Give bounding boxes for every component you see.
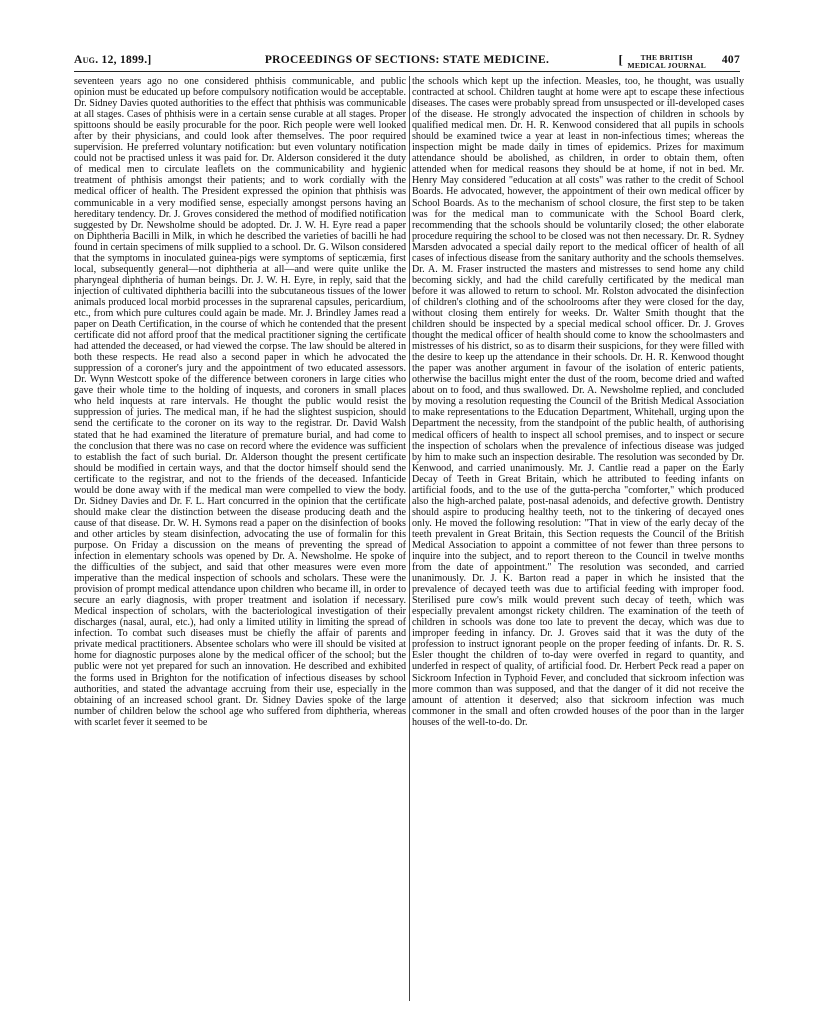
right-column-text: the schools which kept up the infection. Measles, too, he thought, was usually contracted at school. Children taught at home were apt to escape these infectious diseases. The cases were probably spread from unsuspected or ill-developed cases of the disease. He strongly advocated the inspection of children in schools by qualified medical men. Dr. H. R. Kenwood considered that all pupils in schools should be examined twice a year at least in non-infectious times; whereas the inspection might be made daily in times of epidemics. Prizes for maximum attendance should be abolished, as children, in order to obtain them, often attended when for medical reasons they should be at home, if not in bed. Mr. Henry May considered "education at all costs" was rather to the credit of School Boards. He advocated, however, the appointment of their own medical officer by School Boards. As to the mechanism of school closure, the first step to be taken was for the medical man to communicate with the School Board clerk, recommending that the schools should be voluntarily closed; the other elaborate procedure requiring the school to be closed was not then necessary. Dr. R. Sydney Marsden advocated a special daily report to the medical officer of health of all cases of infectious disease from the sanitary authority and the schools themselves. Dr. A. M. Fraser instructed the masters and mistresses to send home any child becoming sickly, and had the child carefully certificated by the medical man before it was allowed to return to school. Mr. Rolston advocated the disinfection of children's clothing and of the schoolrooms after they were closed for the day, without closing them entirely for weeks. Dr. Walter Smith thought that the children should be inspected by a special medical school officer. Dr. J. Groves thought the medical officer of health should come to know the schoolmasters and mistresses of his district, so as to disarm their suspicions, for they were filled with the desire to keep up the attendance in their schools. Dr. H. R. Kenwood thought the paper was another argument in favour of the isolation of enteric patients, otherwise the bacillus might enter the dust of the room, become dried and wafted about on to food, and thus swallowed. Dr. A. Newsholme replied, and concluded by moving a resolution requesting the Council of the British Medical Association to make representations to the Education Department, Whitehall, urging upon the Department the necessity, from the standpoint of the public health, of authorising medical officers of health to inspect all school premises, and to inspect or secure the inspection of scholars when the prevalence of infectious disease was judged by him to make such an inspection desirable. The resolution was seconded by Dr. Kenwood, and carried unanimously. Mr. J. Cantlie read a paper on the Early Decay of Teeth in Great Britain, which he attributed to feeding infants on artificial foods, and to the use of the gutta-percha "comforter," which produced also the high-arched palate, post-nasal adenoids, and defective growth. Dentistry should aspire to producing healthy teeth, not to the tinkering of decayed ones only. He moved the following resolution: "That in view of the early decay of the teeth prevalent in Great Britain, this Section requests the Council of the British Medical Association to appoint a committee of not fewer than three persons to inquire into the subject, and to report thereon to the Council in twelve months from the date of appointment." The resolution was seconded, and carried unanimously. Dr. J. K. Barton read a paper in which he insisted that the prevalence of decayed teeth was due to artificial feeding with improper food. Sterilised pure cow's milk would prevent such decay of teeth, which was especially prevalent amongst rickety children. The examination of the teeth of children in schools was done too late to prevent the decay, which was due to improper feeding in infancy. Dr. J. Groves said that it was the duty of the profession to instruct ignorant people on the proper feeding of infants. Dr. R. S. Esler thought the children of to-day were overfed in regard to quantity, and underfed in respect of quality, of artificial food. Dr. Herbert Peck read a paper on Sickroom Infection in Typhoid Fever, and concluded that sickroom infection was more common than was supposed, and that the danger of it did not receive the amount of attention it deserved; also that sickroom infection was much commoner in the small and often crowded houses of the poor than in the larger houses of the well-to-do. Dr. <box>412 76 744 728</box>
section-title: PROCEEDINGS OF SECTIONS: STATE MEDICINE. <box>264 54 550 66</box>
journal-bracket: [ <box>618 52 624 67</box>
header-rule <box>74 71 740 72</box>
journal-name <box>618 52 706 70</box>
page-number: 407 <box>721 54 740 66</box>
column-divider <box>409 76 410 1001</box>
running-header <box>74 54 740 70</box>
journal-name-line2: MEDICAL JOURNAL <box>627 60 706 70</box>
left-column-text: seventeen years ago no one considered phthisis communicable, and public opinion must be educated up before compulsory notification would be acceptable. Dr. Sidney Davies quoted authorities to the effect that phthisis was communicable at all stages. Cases of phthisis were in a certain sense curable at all stages. Proper spittoons should be easily procurable for the poor. Rich people were well looked after by their physicians, and could look after themselves. The poor required supervision. He preferred voluntary notification: but even voluntary notification could not be practised unless it was paid for. Dr. Alderson considered it the duty of medical men to circulate leaflets on the communicability and hygienic treatment of phthisis amongst their patients; and to work cordially with the medical officer of health. The President expressed the opinion that phthisis was communicable in a very modified sense, especially amongst persons having an hereditary tendency. Dr. J. Groves considered the method of modified notification suggested by Dr. Newsholme should be adopted. Dr. J. W. H. Eyre read a paper on Diphtheria Bacilli in Milk, in which he described the varieties of bacilli he had found in certain specimens of milk supplied to a school. Dr. G. Wilson considered that the symptoms in inoculated guinea-pigs were symptoms of septicæmia, first local, subsequently general—not diphtheria at all—and were quite unlike the pharyngeal diphtheria of human beings. Dr. J. W. H. Eyre, in reply, said that the injection of cultivated diphtheria bacilli into the subcutaneous tissues of the lower animals produced local morbid processes in the suprarenal capsules, pericardium, etc., from which pure cultures could again be made. Mr. J. Brindley James read a paper on Death Certification, in the course of which he contended that the present certificate did not afford proof that the medical practitioner signing the certificate had attended the deceased, or had viewed the corpse. The law should be altered in both these respects. He read also a second paper in which he advocated the suppression of a coroner's jury and the appointment of two educated assessors. Dr. Wynn Westcott spoke of the difference between coroners in large cities who gave their whole time to the holding of inquests, and coroners in small places who held inquests at rare intervals. He thought the public would resist the suppression of juries. The medical man, if he had the slightest suspicion, should send the certificate to the coroner on its way to the registrar. Dr. David Walsh stated that he had examined the literature of premature burial, and had come to the conclusion that there was no case on record where the evidence was sufficient to establish the fact of such burial. Dr. Alderson thought the present certificate should be modified in certain ways, and that the doctor himself should send the certificate to the registrar, and not to the friends of the deceased. Infanticide would be done away with if the medical man were compelled to view the body. Dr. Sidney Davies and Dr. F. L. Hart concurred in the opinion that the certificate should make clear the distinction between the disease producing death and the cause of that disease. Dr. W. H. Symons read a paper on the disinfection of books and other articles by steam disinfection, advocating the use of formalin for this purpose. On Friday a discussion on the means of preventing the spread of infection in elementary schools was opened by Dr. A. Newsholme. He spoke of the difficulties of the subject, and said that other measures were even more imperative than the medical inspection of schools and scholars. These were the provision of prompt medical attendance upon children who became ill, in order to secure an early diagnosis, with proper treatment and isolation if necessary. Medical inspection of scholars, with the bacteriological investigation of their discharges (nasal, aural, etc.), had only a limited utility in limiting the spread of infection. To combat such diseases must be chiefly the affair of parents and private medical practitioners. Absentee scholars who were ill should be visited at home for diagnostic purposes alone by the medical officer of the school; but the public were not yet prepared for such an innovation. He described and exhibited the forms used in Brighton for the notification of infectious diseases by school authorities, and stated the advantage accruing from their use, especially in the obtaining of an increased school grant. Dr. Sidney Davies spoke of the large number of children below the school age who suffered from diphtheria, whereas with scarlet fever it seemed to be <box>74 76 406 728</box>
journal-name-line1: THE BRITISH <box>640 53 693 62</box>
issue-date: Aug. 12, 1899.] <box>74 54 152 66</box>
